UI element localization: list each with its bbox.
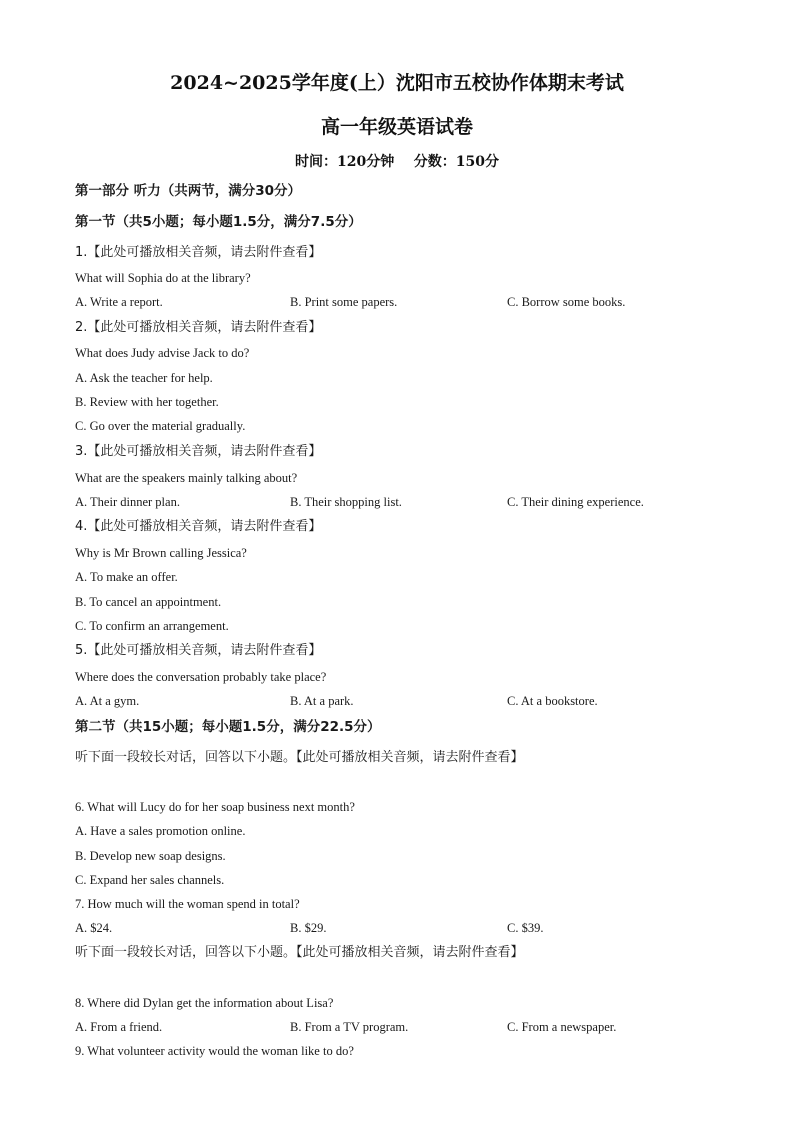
q7-option-b: B. $29.	[290, 921, 327, 935]
q6-option-c: C. Expand her sales channels.	[75, 873, 225, 887]
q8-option-b: B. From a TV program.	[290, 1020, 409, 1034]
q3-audio	[75, 444, 321, 460]
q2-stem: What does Judy advise Jack to do?	[75, 346, 250, 360]
q6-option-a: A. Have a sales promotion online.	[75, 824, 246, 838]
q5-audio	[75, 643, 321, 659]
q5-option-c: C. At a bookstore.	[507, 694, 598, 708]
exam-subtitle: 高一年级英语试卷	[320, 116, 473, 138]
audio-note: 【此处可播放相关音频，请去附件查看】	[87, 519, 322, 534]
q4-stem: Why is Mr Brown calling Jessica?	[75, 546, 247, 560]
q4-option-c: C. To confirm an arrangement.	[75, 619, 229, 633]
q4-audio	[75, 519, 321, 535]
q5-stem: Where does the conversation probably take place?	[75, 670, 327, 684]
q1-option-b: B. Print some papers.	[290, 295, 398, 309]
part1-heading: 第一部分 听力（共两节，满分30分）	[75, 183, 301, 199]
q2-number: 2.	[75, 320, 88, 335]
q8-option-c: C. From a newspaper.	[507, 1020, 617, 1034]
q5-option-b: B. At a park.	[290, 694, 354, 708]
q4-number: 4.	[75, 519, 88, 534]
exam-title: 2024~2025学年度(上）沈阳市五校协作体期末考试	[170, 72, 624, 94]
audio-note: 【此处可播放相关音频，请去附件查看】	[87, 643, 322, 658]
long-dialog-note-1: 听下面一段较长对话，回答以下小题。【此处可播放相关音频，请去附件查看】	[75, 750, 524, 765]
q2-option-c: C. Go over the material gradually.	[75, 419, 246, 433]
q6-stem: 6. What will Lucy do for her soap business next month?	[75, 800, 355, 814]
long-dialog-note-2: 听下面一段较长对话，回答以下小题。【此处可播放相关音频，请去附件查看】	[75, 945, 524, 960]
q3-option-c: C. Their dining experience.	[507, 495, 644, 509]
q5-option-a: A. At a gym.	[75, 694, 140, 708]
q3-option-b: B. Their shopping list.	[290, 495, 402, 509]
q9-stem: 9. What volunteer activity would the woman like to do?	[75, 1044, 354, 1058]
q5-number: 5.	[75, 643, 88, 658]
audio-note: 【此处可播放相关音频，请去附件查看】	[87, 444, 322, 459]
q6-option-b: B. Develop new soap designs.	[75, 849, 226, 863]
q1-option-c: C. Borrow some books.	[507, 295, 626, 309]
q7-option-c: C. $39.	[507, 921, 544, 935]
q1-stem: What will Sophia do at the library?	[75, 271, 251, 285]
q2-audio	[75, 320, 321, 336]
exam-meta: 时间：120分钟 分数：150分	[295, 154, 499, 170]
q3-option-a: A. Their dinner plan.	[75, 495, 180, 509]
section2-heading: 第二节（共15小题；每小题1.5分，满分22.5分）	[75, 719, 381, 735]
q1-option-a: A. Write a report.	[75, 295, 163, 309]
q1-audio	[75, 245, 321, 261]
q3-stem: What are the speakers mainly talking about?	[75, 471, 298, 485]
q8-option-a: A. From a friend.	[75, 1020, 163, 1034]
audio-note: 【此处可播放相关音频，请去附件查看】	[87, 245, 322, 260]
q3-number: 3.	[75, 444, 88, 459]
q7-option-a: A. $24.	[75, 921, 113, 935]
audio-note: 【此处可播放相关音频，请去附件查看】	[87, 320, 322, 335]
q2-option-b: B. Review with her together.	[75, 395, 219, 409]
section1-heading: 第一节（共5小题；每小题1.5分，满分7.5分）	[75, 214, 362, 230]
q4-option-a: A. To make an offer.	[75, 570, 178, 584]
q8-stem: 8. Where did Dylan get the information about Lisa?	[75, 996, 334, 1010]
q1-number: 1.	[75, 245, 88, 260]
q7-stem: 7. How much will the woman spend in total?	[75, 897, 300, 911]
q2-option-a: A. Ask the teacher for help.	[75, 371, 213, 385]
q4-option-b: B. To cancel an appointment.	[75, 595, 222, 609]
